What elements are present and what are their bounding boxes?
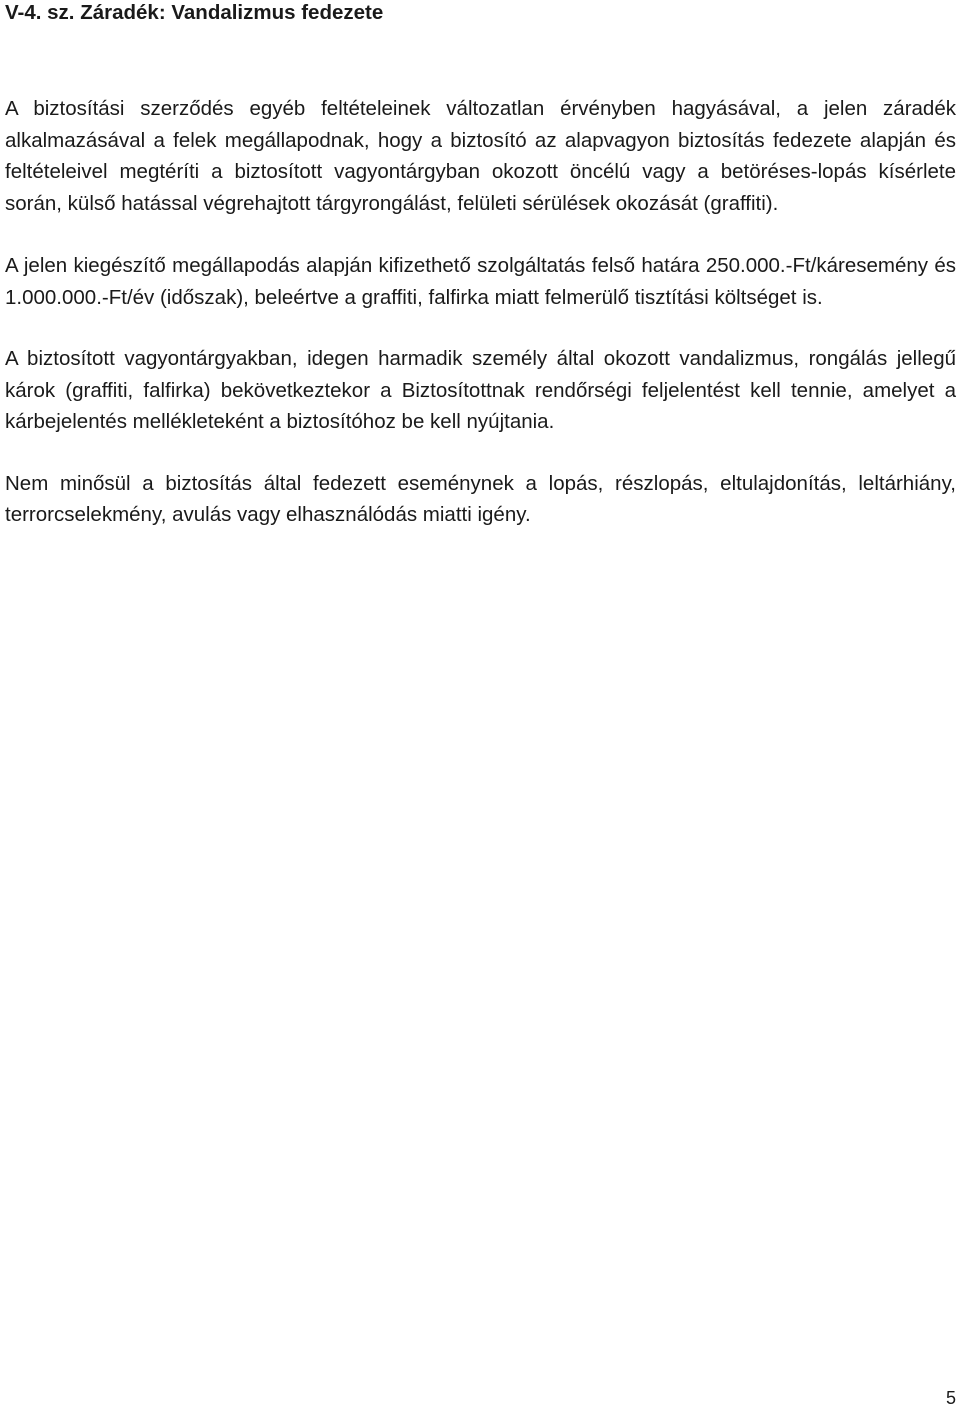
document-page xyxy=(5,0,956,531)
paragraph-police-report: A biztosított vagyontárgyakban, idegen harmadik személy által okozott vandalizmus, rongálás jellegű károk (graffiti, falfirka) bekövetkeztekor a Biztosítottnak rendőrségi feljelentést kell tennie, amelyet a kárbejelentés mellékleteként a biztosítóhoz be kell nyújtania. xyxy=(5,347,956,433)
clause-title: V-4. sz. Záradék: Vandalizmus fedezete xyxy=(5,1,384,24)
paragraph-coverage-scope: A biztosítási szerződés egyéb feltételeinek változatlan érvényben hagyásával, a jelen záradék alkalmazásával a felek megállapodnak, hogy a biztosító az alapvagyon biztosítás fedezete alapján és feltételeivel megtéríti a biztosított vagyontárgyban okozott öncélú vagy a betöréses-lopás kísérlete során, külső hatással végrehajtott tárgyrongálást, felületi sérülések okozását (graffiti). xyxy=(5,97,956,215)
paragraph-exclusions: Nem minősül a biztosítás által fedezett eseménynek a lopás, részlopás, eltulajdonítás, leltárhiány, terrorcselekmény, avulás vagy elhasználódás miatti igény. xyxy=(5,471,956,526)
paragraph-payout-limit: A jelen kiegészítő megállapodás alapján kifizethető szolgáltatás felső határa 250.000.-Ft/káresemény és 1.000.000.-Ft/év (időszak), beleértve a graffiti, falfirka miatt felmerülő tisztítási költséget is. xyxy=(5,254,956,309)
page-number: 5 xyxy=(945,1388,956,1408)
